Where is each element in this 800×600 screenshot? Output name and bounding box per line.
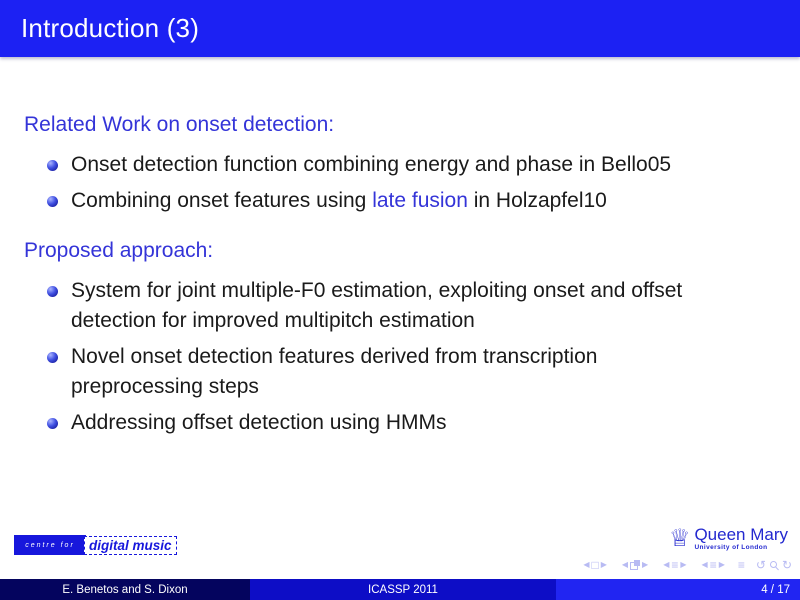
bullet-ball-icon [47,160,58,171]
slide-body [0,57,800,438]
subsection-icon[interactable]: ≡ [671,558,679,572]
footer-authors: E. Benetos and S. Dixon [62,583,188,596]
footer-bar [0,579,800,600]
frame-title-bar [0,0,800,57]
c4dm-logo [14,534,177,556]
prev-subsection-icon[interactable]: ◀ [663,560,670,569]
go-back-icon[interactable]: ↺ [755,558,766,572]
bullet-ball-icon [47,352,58,363]
bullet-item [47,276,770,336]
crown-icon: ♕ [668,524,691,552]
appendix-icon[interactable]: ≡ [737,558,745,572]
bullet-ball-icon [47,196,58,207]
footer-authors-segment [0,579,250,600]
bullet-item [47,342,770,402]
next-frame-icon[interactable]: ▶ [642,560,649,569]
bullet-item [47,150,770,180]
bullet-ball-icon [47,286,58,297]
footer-venue: ICASSP 2011 [368,583,438,596]
footer-venue-segment [250,579,556,600]
queen-mary-name: Queen Mary [694,525,788,544]
bullet-text: Onset detection function combining energy and phase in Bello05 [71,153,672,176]
next-slide-icon[interactable]: ▶ [600,560,607,569]
c4dm-logo-box: centre for [14,535,86,555]
bullet-item [47,408,770,438]
bullet-text [71,186,607,216]
bullet-item [47,186,770,216]
slide-icon[interactable]: □ [591,558,599,572]
section-heading-related-work: Related Work on onset detection: [24,113,335,136]
prev-section-icon[interactable]: ◀ [701,560,708,569]
section-icon[interactable]: ≡ [709,558,717,572]
prev-frame-icon[interactable]: ◀ [621,560,629,569]
bullet-text: preprocessing steps [71,375,259,398]
queen-mary-subtitle: University of London [694,544,768,551]
footer-page-segment [556,579,800,600]
bullet-text-plain: in Holzapfel10 [467,189,607,212]
c4dm-logo-label: digital music [84,536,177,555]
bullet-text-highlight: late fusion [372,189,468,212]
go-forward-icon[interactable]: ↻ [781,558,792,572]
footer-page-number: 4 / 17 [761,583,790,596]
bullet-text: Addressing offset detection using HMMs [71,411,447,434]
frame-title: Introduction (3) [21,13,200,43]
bullet-text-plain: Combining onset features using [71,189,373,212]
bullet-text: detection for improved multipitch estimation [71,309,475,332]
bullet-text: System for joint multiple-F0 estimation, exploiting onset and offset [71,279,683,302]
search-icon[interactable] [769,560,779,570]
next-section-icon[interactable]: ▶ [718,560,725,569]
prev-slide-icon[interactable]: ◀ [583,560,590,569]
section-heading-proposed-approach: Proposed approach: [24,239,214,262]
frame-icon[interactable] [630,560,640,570]
bullet-text: Novel onset detection features derived from transcription [71,345,598,368]
queen-mary-logo [669,526,788,551]
next-subsection-icon[interactable]: ▶ [680,560,687,569]
beamer-navigation-bar [570,557,792,573]
bullet-ball-icon [47,418,58,429]
